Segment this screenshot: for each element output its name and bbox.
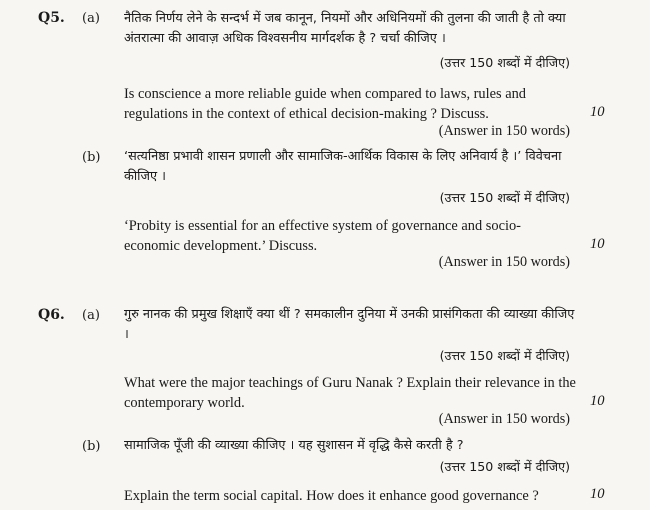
marks: 10 [590, 393, 605, 409]
word-limit-hindi: (उत्तर 150 शब्दों में दीजिए) [439, 190, 570, 205]
part-label: (a) [82, 11, 100, 26]
question-text-english: Explain the term social capital. How does it enhance good governance ? [124, 488, 539, 504]
question-text-english: ‘Probity is essential for an effective system of governance and socio-economic development.’ Discuss. [124, 218, 521, 254]
word-limit-hindi: (उत्तर 150 शब्दों में दीजिए) [439, 55, 570, 70]
question-text-hindi: सामाजिक पूँजी की व्याख्या कीजिए । यह सुशासन में वृद्धि कैसे करती है ? [124, 438, 464, 453]
question-text-english: What were the major teachings of Guru Nanak ? Explain their relevance in the contemporary world. [124, 375, 576, 411]
marks: 10 [590, 486, 605, 502]
part-label: (a) [82, 308, 100, 323]
word-limit-english: (Answer in 150 words) [438, 411, 570, 427]
part-label: (b) [82, 439, 101, 454]
question-text-hindi: गुरु नानक की प्रमुख शिक्षाएँ क्या थीं ? समकालीन दुनिया में उनकी प्रासंगिकता की व्याख्या कीजिए । [124, 307, 575, 342]
word-limit-hindi: (उत्तर 150 शब्दों में दीजिए) [439, 348, 570, 363]
marks: 10 [590, 104, 605, 120]
question-text-hindi: ‘सत्यनिष्ठा प्रभावी शासन प्रणाली और सामाजिक-आर्थिक विकास के लिए अनिवार्य है ।’ विवेचना कीजिए । [124, 149, 562, 184]
question-number: Q6. [38, 307, 65, 323]
part-label: (b) [82, 150, 101, 165]
word-limit-english: (Answer in 150 words) [438, 123, 570, 139]
word-limit-english: (Answer in 150 words) [438, 254, 570, 270]
marks: 10 [590, 236, 605, 252]
question-text-hindi: नैतिक निर्णय लेने के सन्दर्भ में जब कानून, नियमों और अधिनियमों की तुलना की जाती है तो क्या अंतरात्मा की आवाज़ अधिक विश्वसनीय मार्गदर्शक है ? चर्चा कीजिए । [124, 11, 566, 46]
word-limit-hindi: (उत्तर 150 शब्दों में दीजिए) [439, 459, 570, 474]
question-text-english: Is conscience a more reliable guide when compared to laws, rules and regulations in the context of ethical decision-making ? Discuss. [124, 86, 526, 122]
question-number: Q5. [38, 10, 65, 26]
